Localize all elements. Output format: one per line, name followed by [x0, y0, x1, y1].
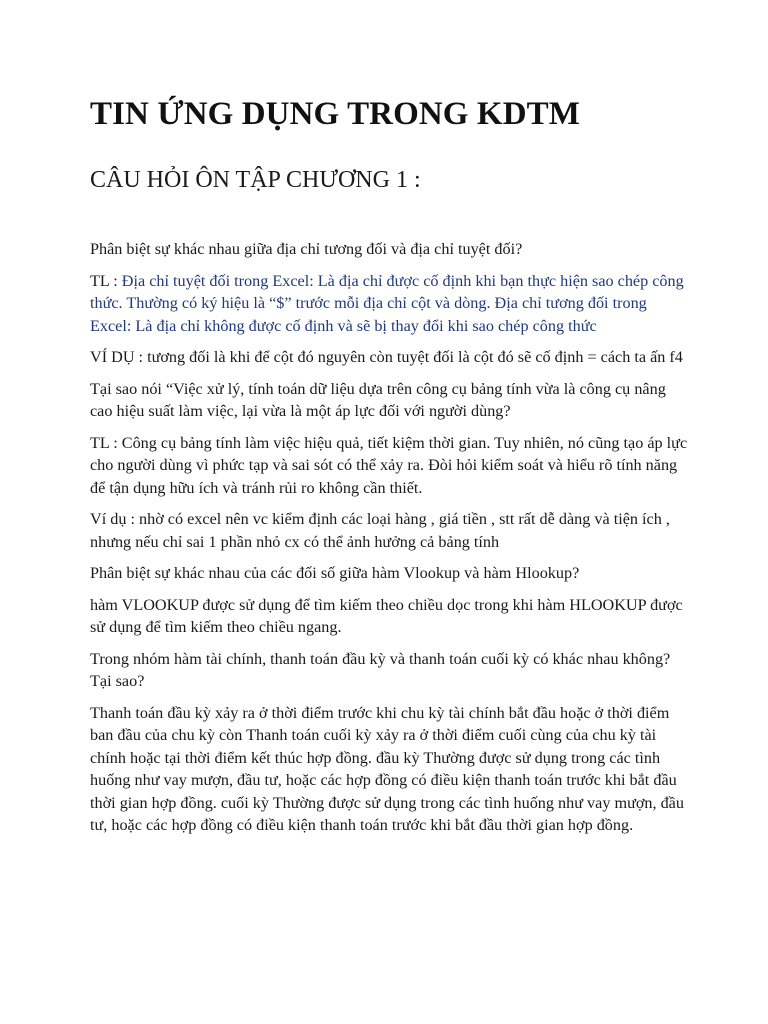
answer-paragraph: TL : Công cụ bảng tính làm việc hiệu quả, tiết kiệm thời gian. Tuy nhiên, nó cũng tạo áp lực cho người dùng vì phức tạp và sai sót có thể xảy ra. Đòi hỏi kiểm soát và hiểu rõ tính năng để tận dụng hữu ích và tránh rủi ro không cần thiết. [90, 433, 688, 497]
question-paragraph: Tại sao nói “Việc xử lý, tính toán dữ liệu dựa trên công cụ bảng tính vừa là công cụ nâng cao hiệu suất làm việc, lại vừa là một áp lực đối với người dùng? [90, 379, 666, 420]
answer-paragraph: Thanh toán đầu kỳ xảy ra ở thời điểm trước khi chu kỳ tài chính bắt đầu hoặc ở thời điểm ban đầu của chu kỳ còn Thanh toán cuối kỳ xảy ra ở thời điểm cuối cùng của chu kỳ tài chính hoặc tại thời điểm kết thúc hợp đồng. đầu kỳ Thường được sử dụng trong các tình huống như vay mượn, đầu tư, hoặc các hợp đồng có điều kiện thanh toán trước khi bắt đầu thời gian hợp đồng. cuối kỳ Thường được sử dụng trong các tình huống như vay mượn, đầu tư, hoặc các hợp đồng có điều kiện thanh toán trước khi bắt đầu thời gian hợp đồng. [90, 703, 684, 834]
question-paragraph: Phân biệt sự khác nhau của các đối số giữa hàm Vlookup và hàm Hlookup? [90, 564, 580, 582]
answer-paragraph: hàm VLOOKUP được sử dụng để tìm kiếm theo chiều dọc trong khi hàm HLOOKUP được sử dụng để tìm kiếm theo chiều ngang. [90, 595, 683, 636]
answer-paragraph [90, 270, 690, 338]
chapter-heading: CÂU HỎI ÔN TẬP CHƯƠNG 1 : [90, 167, 421, 193]
example-paragraph: VÍ DỤ : tương đối là khi để cột đó nguyên còn tuyệt đối là cột đó sẽ cố định = cách ta ấn f4 [90, 348, 683, 366]
question-paragraph: Trong nhóm hàm tài chính, thanh toán đầu kỳ và thanh toán cuối kỳ có khác nhau không? Tại sao? [90, 649, 671, 690]
question-answer-list [90, 238, 690, 837]
answer-prefix: TL : [90, 271, 122, 290]
answer-text-link-styled[interactable]: Địa chỉ tuyệt đối trong Excel: Là địa chỉ được cố định khi bạn thực hiện sao chép công thức. Thường có ký hiệu là “$” trước mỗi địa chỉ cột và dòng. Địa chỉ tương đối trong Excel: Là địa chỉ không được cố định và sẽ bị thay đổi khi sao chép công thức [90, 271, 684, 335]
document-title: TIN ỨNG DỤNG TRONG KDTM [90, 96, 580, 132]
question-paragraph: Phân biệt sự khác nhau giữa địa chỉ tương đối và địa chỉ tuyệt đối? [90, 240, 523, 258]
example-paragraph: Ví dụ : nhờ có excel nên vc kiểm định các loại hàng , giá tiền , stt rất dễ dàng và tiện ích , nhưng nếu chỉ sai 1 phần nhỏ cx có thể ảnh hưởng cả bảng tính [90, 510, 670, 551]
document-content [90, 92, 690, 846]
